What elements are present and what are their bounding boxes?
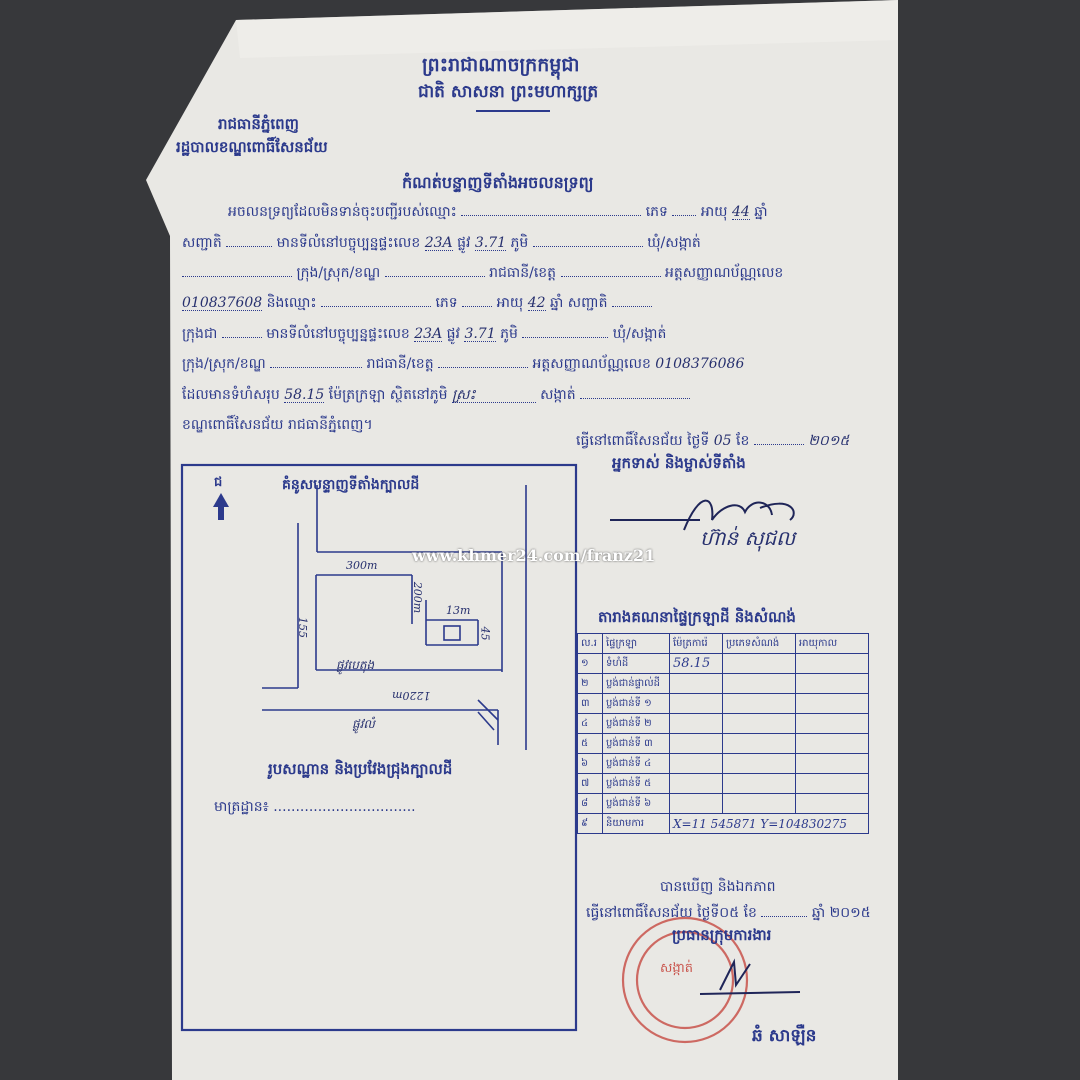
row-age bbox=[796, 654, 869, 674]
house-number-2: 23A bbox=[414, 326, 443, 342]
row-type bbox=[723, 734, 796, 754]
table-row bbox=[578, 754, 869, 774]
row-sqm bbox=[670, 674, 723, 694]
approval-date: ធ្វើនៅពោធិ៍សែនជ័យ ថ្ងៃទី០៥ ខែ bbox=[586, 905, 757, 921]
row-label: ទំហំដី bbox=[603, 654, 670, 674]
year-label: ឆ្នាំ bbox=[754, 204, 768, 220]
header-area: ផ្ទៃក្រឡា bbox=[603, 634, 670, 654]
area-value: 58.15 bbox=[284, 387, 325, 403]
row-no: ៥ bbox=[578, 734, 603, 754]
owner-signature-label: អ្នកទាស់ និងម្ចាស់ទីតាំង bbox=[612, 454, 746, 472]
row-sqm bbox=[670, 714, 723, 734]
scale-line bbox=[214, 800, 416, 814]
city-label: ក្រុង/ស្រុក/ខណ្ឌ bbox=[296, 265, 381, 281]
row-type bbox=[723, 794, 796, 814]
dimension-bottom: 1220m bbox=[392, 689, 431, 702]
row-no: ២ bbox=[578, 674, 603, 694]
body-line-3 bbox=[182, 266, 783, 280]
commune-label-2: ឃុំ/សង្កាត់ bbox=[612, 326, 667, 342]
row-no: ៤ bbox=[578, 714, 603, 734]
approval-year: ឆ្នាំ ២០១៥ bbox=[811, 905, 871, 921]
row-type bbox=[723, 674, 796, 694]
month-field bbox=[754, 444, 804, 445]
row-no: ៨ bbox=[578, 794, 603, 814]
road-label: ផ្លូវបេតុង bbox=[336, 658, 375, 672]
row-age bbox=[796, 674, 869, 694]
nationality-label: សញ្ជាតិ bbox=[182, 235, 222, 251]
stamp-text: សង្កាត់ bbox=[660, 961, 694, 976]
body-line-1 bbox=[228, 205, 768, 220]
header-age: អាយុកាល bbox=[796, 634, 869, 654]
age-label-2: អាយុ bbox=[496, 295, 524, 311]
row-sqm bbox=[670, 754, 723, 774]
shape-title: រូបសណ្ឋាន និងប្រវែងជ្រុងក្បាលដី bbox=[268, 760, 453, 778]
and-name-label: និងឈ្មោះ bbox=[266, 295, 317, 311]
coord-no: ៩ bbox=[578, 814, 603, 834]
row-no: ៦ bbox=[578, 754, 603, 774]
row-label: ប្លង់ជាន់ផ្ទាល់ដី bbox=[603, 674, 670, 694]
owner-signed-name: ហ៊ាន់ សុជល bbox=[700, 526, 796, 550]
body-line-6 bbox=[182, 357, 744, 371]
village-label-2: ភូមិ bbox=[500, 326, 518, 342]
line5-label: ក្រុងជា bbox=[182, 326, 218, 342]
row-label: ប្លង់ជាន់ទី ៦ bbox=[603, 794, 670, 814]
commune-field bbox=[182, 276, 292, 277]
kingdom-heading: ព្រះរាជាណាចក្រកម្ពុជា bbox=[422, 54, 580, 76]
side-road-label: ផ្លូវលំ bbox=[352, 717, 375, 731]
street-label-2: ផ្លូវ bbox=[446, 326, 460, 342]
street-number: 3.71 bbox=[474, 235, 507, 251]
body-line-7 bbox=[182, 388, 690, 403]
date-line bbox=[576, 434, 849, 448]
scale-label: មាត្រដ្ឋាន៖ bbox=[214, 799, 269, 815]
row-label: ប្លង់ជាន់ទី ១ bbox=[603, 694, 670, 714]
owner-name-field bbox=[461, 215, 641, 216]
chief-name: ឆំ សាឡឺន bbox=[752, 1026, 817, 1046]
table-header-row bbox=[578, 634, 869, 654]
nationality-field bbox=[226, 246, 272, 247]
street-number-2: 3.71 bbox=[464, 326, 496, 342]
row-type bbox=[723, 714, 796, 734]
row-label: ប្លង់ជាន់ទី ២ bbox=[603, 714, 670, 734]
approval-month-field bbox=[761, 916, 807, 917]
area-label: ដែលមានទំហំសរុប bbox=[182, 387, 280, 403]
row-sqm: 58.15 bbox=[670, 654, 723, 674]
land-commune-label: សង្កាត់ bbox=[540, 387, 576, 403]
row-age bbox=[796, 754, 869, 774]
sex-label: ភេទ bbox=[645, 204, 668, 220]
row-age bbox=[796, 774, 869, 794]
header-type: ប្រភេទសំណង់ bbox=[723, 634, 796, 654]
row-age bbox=[796, 714, 869, 734]
commune-label: ឃុំ/សង្កាត់ bbox=[647, 235, 701, 251]
table-row bbox=[578, 734, 869, 754]
id-number-2-tail: 6 bbox=[735, 356, 745, 372]
province-label: រាជធានី/ខេត្ត bbox=[489, 265, 557, 281]
row-no: ៣ bbox=[578, 694, 603, 714]
province-field bbox=[561, 276, 661, 277]
table-row bbox=[578, 674, 869, 694]
land-commune-field bbox=[580, 398, 690, 399]
month-label: ខែ bbox=[736, 433, 750, 449]
row-label: ប្លង់ជាន់ទី ៥ bbox=[603, 774, 670, 794]
sex-label-2: ភេទ bbox=[435, 295, 458, 311]
row-no: ៧ bbox=[578, 774, 603, 794]
age-value: 44 bbox=[731, 204, 750, 220]
document-title: កំណត់បន្ទាញទីតាំងអចលនទ្រព្យ bbox=[402, 173, 594, 192]
id-label-2: អត្តសញ្ញាណប័ណ្ណលេខ bbox=[532, 356, 651, 372]
table-row bbox=[578, 714, 869, 734]
district-office-label: រដ្ឋបាលខណ្ឌពោធិ៍សែនជ័យ bbox=[176, 138, 328, 156]
dimension-mid: 200m bbox=[411, 581, 425, 614]
area-unit-label: ម៉ែត្រក្រឡា ស្ថិតនៅភូមិ bbox=[328, 387, 448, 403]
north-label: ជ bbox=[214, 475, 223, 490]
row-sqm bbox=[670, 694, 723, 714]
village-field-2 bbox=[522, 337, 608, 338]
village-field bbox=[533, 246, 643, 247]
row-label: ប្លង់ជាន់ទី ៤ bbox=[603, 754, 670, 774]
table-row bbox=[578, 654, 869, 674]
area-table bbox=[577, 633, 869, 834]
land-village-value: ស្រះ bbox=[452, 388, 536, 403]
row-type bbox=[723, 754, 796, 774]
header-no: ល.រ bbox=[578, 634, 603, 654]
dimension-left: 155 bbox=[296, 617, 309, 638]
id-label: អត្តសញ្ញាណប័ណ្ណលេខ bbox=[664, 265, 784, 281]
coord-value: X=11 545871 Y=104830275 bbox=[670, 814, 869, 834]
dimension-right: 45 bbox=[478, 626, 492, 641]
village-label: ភូមិ bbox=[510, 235, 529, 251]
sketch-title: គំនូសបន្ទាញទីតាំងក្បាលដី bbox=[282, 477, 420, 493]
table-row bbox=[578, 794, 869, 814]
chief-title: ប្រធានក្រុមការងារ bbox=[672, 926, 772, 944]
row-type bbox=[723, 694, 796, 714]
national-motto: ជាតិ សាសនា ព្រះមហាក្សត្រ bbox=[418, 82, 599, 102]
house-number: 23A bbox=[424, 235, 453, 251]
line5-field bbox=[222, 337, 262, 338]
date-label: ធ្វើនៅពោធិ៍សែនជ័យ ថ្ងៃទី bbox=[576, 433, 710, 449]
row-age bbox=[796, 794, 869, 814]
row-no: ១ bbox=[578, 654, 603, 674]
dimension-small: 13m bbox=[446, 604, 471, 617]
street-label: ផ្លូវ bbox=[457, 235, 471, 251]
province-field-2 bbox=[438, 367, 528, 368]
row-age bbox=[796, 694, 869, 714]
watermark: www.khmer24.com/franz21 bbox=[412, 546, 656, 565]
id-number-1: 010837608 bbox=[182, 295, 263, 311]
owner-label: អចលនទ្រព្យដែលមិនទាន់ចុះបញ្ជីរបស់ឈ្មោះ bbox=[228, 204, 457, 220]
table-row bbox=[578, 774, 869, 794]
id-number-2: 010837608 bbox=[655, 356, 736, 372]
body-line-4 bbox=[182, 296, 652, 311]
table-coord-row bbox=[578, 814, 869, 834]
house-label-2: មានទីលំនៅបច្ចុប្បន្នផ្ទះលេខ bbox=[266, 326, 410, 342]
table-title: តារាងគណនាផ្ទៃក្រឡាដី និងសំណង់ bbox=[598, 608, 796, 626]
sex-field-2 bbox=[462, 306, 492, 307]
body-line-2 bbox=[182, 236, 701, 251]
province-label-2: រាជធានី/ខេត្ត bbox=[366, 356, 434, 372]
table-row bbox=[578, 694, 869, 714]
row-sqm bbox=[670, 794, 723, 814]
row-label: ប្លង់ជាន់ទី ៣ bbox=[603, 734, 670, 754]
city-field-2 bbox=[270, 367, 362, 368]
body-line-8: ខណ្ឌពោធិ៍សែនជ័យ រាជធានីភ្នំពេញ។ bbox=[182, 417, 373, 433]
second-name-field bbox=[321, 306, 431, 307]
city-field bbox=[385, 276, 485, 277]
age-value-2: 42 bbox=[527, 295, 546, 311]
sex-field bbox=[672, 215, 696, 216]
capital-label: រាជធានីភ្នំពេញ bbox=[218, 115, 299, 133]
year-nationality-label: ឆ្នាំ សញ្ជាតិ bbox=[549, 295, 608, 311]
row-type bbox=[723, 654, 796, 674]
approval-seen: បានឃើញ និងឯកភាព bbox=[660, 879, 776, 895]
row-sqm bbox=[670, 734, 723, 754]
body-line-5 bbox=[182, 327, 666, 342]
header-sqm: ម៉ែត្រការ៉េ bbox=[670, 634, 723, 654]
date-year: ២០១៥ bbox=[808, 433, 850, 449]
nationality-field-2 bbox=[612, 306, 652, 307]
row-age bbox=[796, 734, 869, 754]
house-label: មានទីលំនៅបច្ចុប្បន្នផ្ទះលេខ bbox=[276, 235, 421, 251]
city-label-2: ក្រុង/ស្រុក/ខណ្ឌ bbox=[182, 356, 266, 372]
approval-date-line bbox=[586, 906, 871, 920]
row-type bbox=[723, 774, 796, 794]
date-day: 05 bbox=[713, 433, 732, 449]
coord-label: និយាមការ bbox=[603, 814, 670, 834]
row-sqm bbox=[670, 774, 723, 794]
age-label: អាយុ bbox=[700, 204, 728, 220]
scale-field: ................................ bbox=[273, 799, 416, 815]
dimension-top: 300m bbox=[346, 559, 378, 572]
